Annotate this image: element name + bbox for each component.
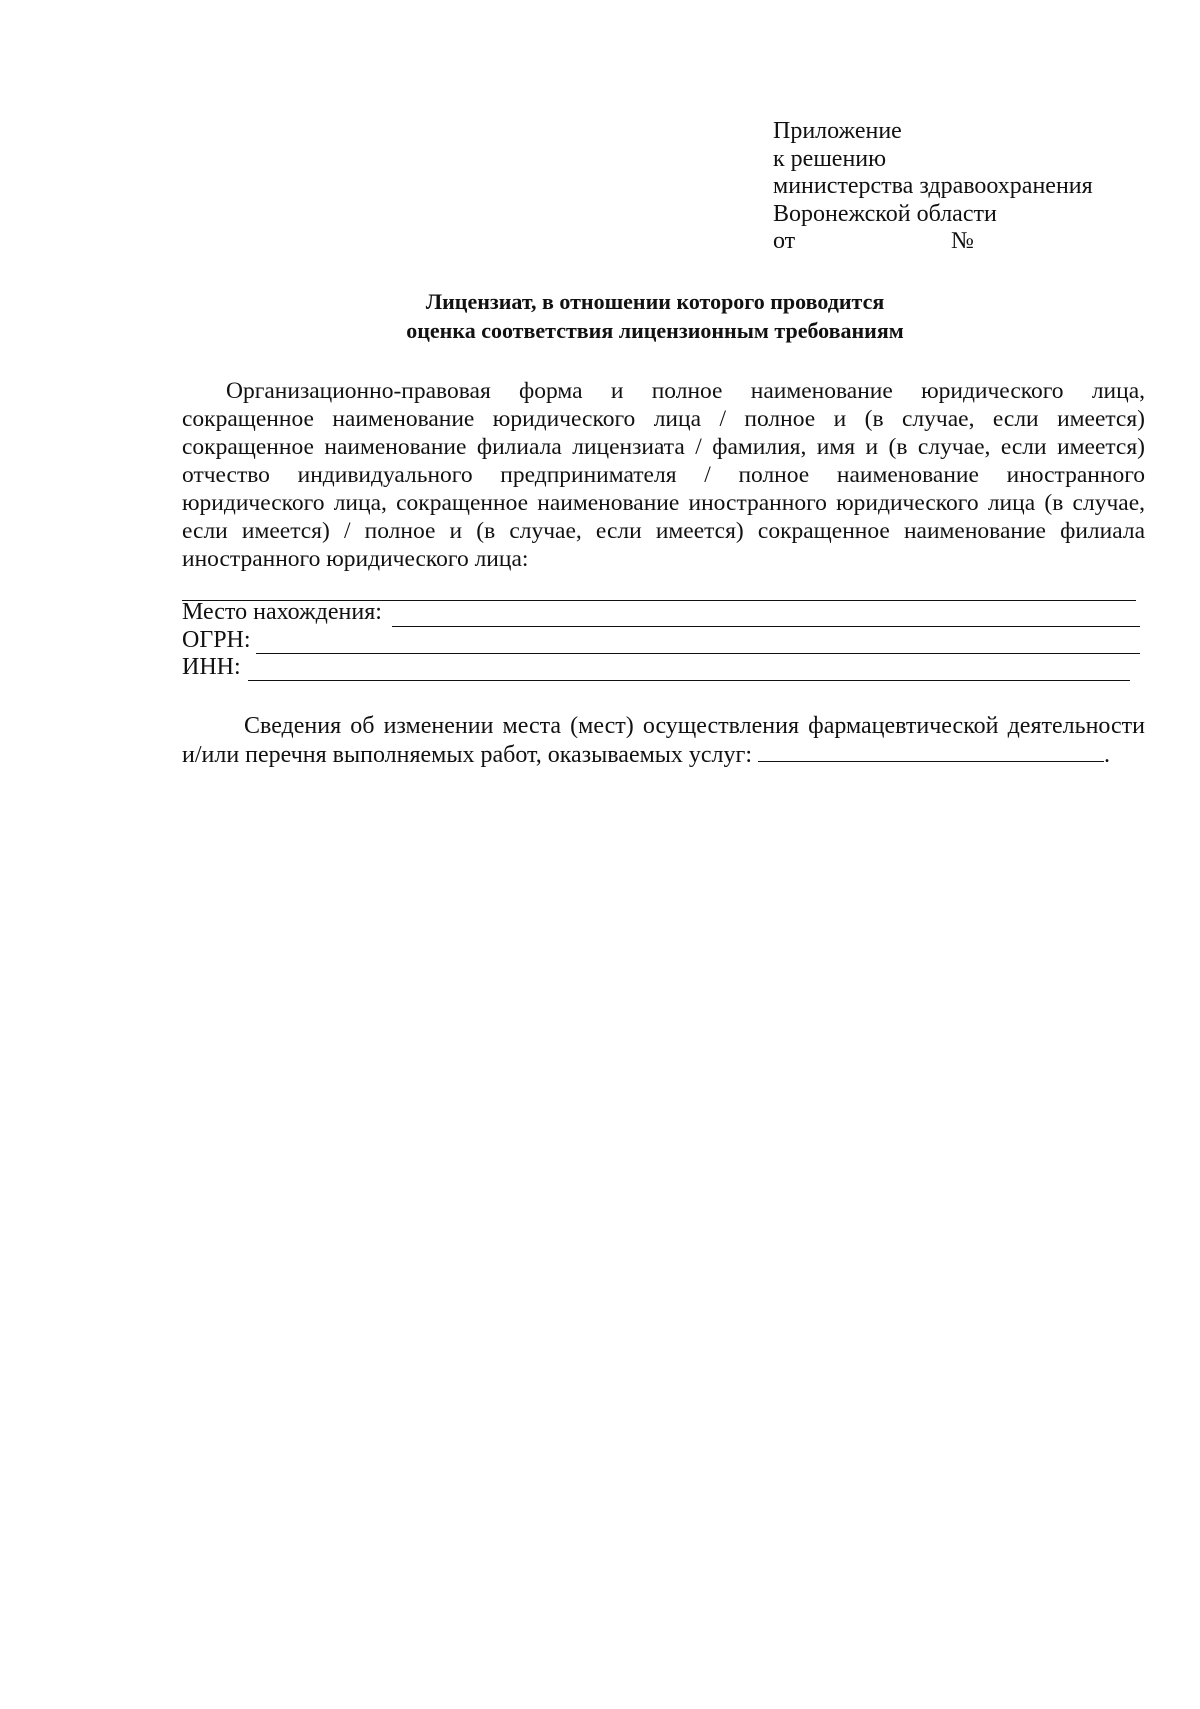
ogrn-fill-line [256,653,1140,654]
appendix-title: Приложение [773,118,902,144]
inn-fill-line [248,680,1130,681]
licensee-description: Организационно-правовая форма и полное наименование юридического лица, сокращенное наименование юридического лица / полное и (в случае, если имеется) сокращенное наименование филиала лицензиата / фамилия, имя и (в случае, если имеется) отчество индивидуального предпринимателя / полное наименование иностранного юридического лица, сокращенное наименование иностранного юридического лица (в случае, если имеется) / полное и (в случае, если имеется) сокращенное наименование филиала иностранного юридического лица: [182,378,1145,572]
document-title [250,287,1060,345]
changes-fill-line [758,741,1104,762]
appendix-block [773,118,1133,256]
number-label: № [951,228,974,254]
location-label: Место нахождения: [182,599,382,625]
changes-text: Сведения об изменении места (мест) осуществления фармацевтической деятельности и/или перечня выполняемых работ, оказываемых услуг: [182,713,1145,768]
changes-paragraph [182,712,1145,770]
inn-label: ИНН: [182,654,241,680]
appendix-ministry: министерства здравоохранения [773,173,1093,199]
ogrn-label: ОГРН: [182,627,251,653]
date-label: от [773,228,796,254]
location-fill-line [392,626,1140,627]
title-line-2: оценка соответствия лицензионным требованиям [406,318,904,343]
appendix-decision: к решению [773,145,887,172]
appendix-date-number [773,228,1133,256]
appendix-region: Воронежской области [773,200,997,227]
title-line-1: Лицензиат, в отношении которого проводится [425,289,885,314]
changes-end: . [1104,742,1111,768]
